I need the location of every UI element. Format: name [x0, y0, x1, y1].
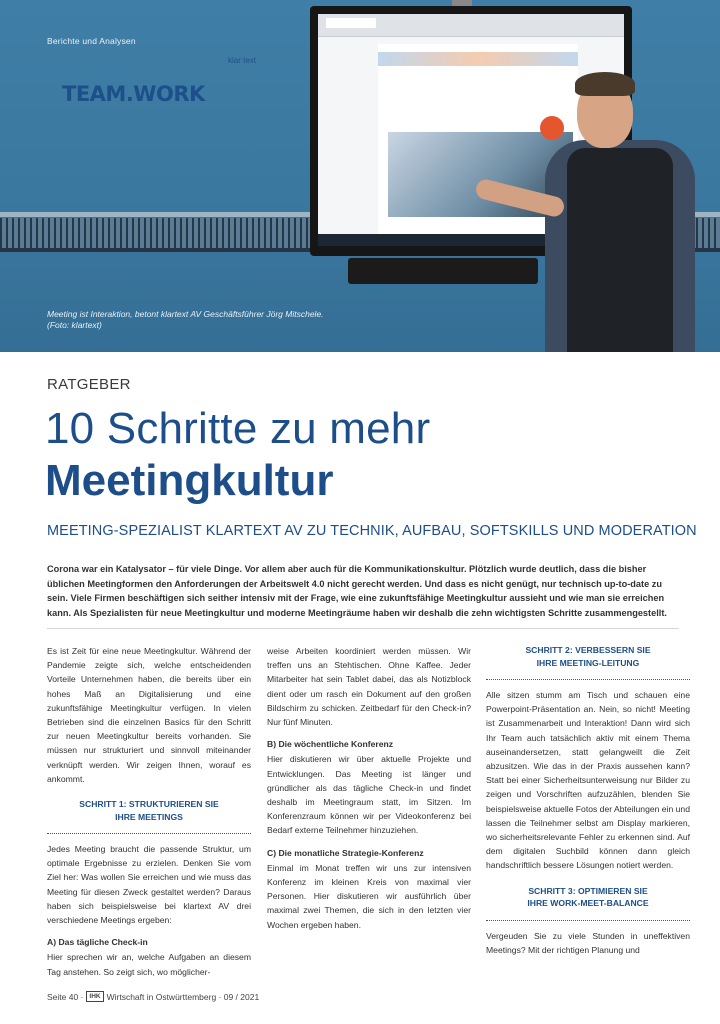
step-heading-line: IHRE MEETING-LEITUNG — [536, 657, 640, 668]
article-intro: Corona war ein Katalysator – für viele Dinge. Vor allem aber auch für die Kommunikationskultur. Plötzlich wurde deutlich, dass die bisher üblichen Meetingformen den Anforderungen der Arbeitswelt 4.0 nicht gerecht werden. Und dass es nicht genügt, nur technisch up-to-date zu sein. Viele Firmen beschäftigen sich seither intensiv mit der Frage, wie eine zukunftsfähige Meetingkultur aussieht und wie man sie erreichen kann. Als Spezialisten für neue Meetingkultur und moderne Meetingräume haben wir deshalb die zehn wichtigsten Schritte zusammengestellt. — [47, 564, 667, 618]
paragraph: Alle sitzen stumm am Tisch und schauen eine Powerpoint-Präsentation an. Nein, so nicht! Meeting ist Zusammenarbeit und Interaktion! Dann wird sich Ihr Team auch tatsächlich aktiv mit einem Thema auseinandersetzen, statt gelangweilt die Zeit abzusitzen. Wie das in der Praxis aussehen kann? Statt bei einer Sicherheitsunterweisung nur Bilder zu zeigen und Vorschriften aufzuzählen, blenden Sie beispielsweise aktuelle Fotos der Abteilungen ein und lassen die Teilnehmer selbst am Display markieren, wo sicherheitsrelevante Fehler zu erkennen sind. Auf dem digitalen Suchbild können dann gleich handschriftlich bessere Lösungen notiert werden. — [486, 690, 690, 871]
paragraph: Hier diskutieren wir über aktuelle Projekte und Entwicklungen. Das Meeting ist länger und gründlicher als das tägliche Check-in und findet deshalb im Meetingraum statt, im Sitzen. Im Konferenzraum können wir per Videokonferenz bei Bedarf externe Teilnehmer hinzuziehen. — [267, 754, 471, 836]
step-1-heading — [47, 798, 251, 834]
person-vest — [567, 148, 673, 352]
column-1 — [47, 644, 251, 985]
intro-divider — [47, 628, 679, 629]
subheading-a: A) Das tägliche Check-in — [47, 937, 148, 948]
hero-photo — [0, 0, 720, 352]
person-hair — [575, 72, 635, 96]
page-number: Seite 40 · — [47, 991, 84, 1002]
page-footer — [47, 991, 259, 1002]
step-2-heading — [486, 644, 690, 680]
column-2 — [267, 644, 471, 938]
browser-toolbar — [318, 14, 624, 37]
paragraph: Einmal im Monat treffen wir uns zur intensiven Konferenz im kleinen Kreis von maximal vier Personen. Hier diskutieren wir ausführlich über maximal zwei Themen, die sich in den letzten vier Wochen ergeben haben. — [267, 862, 471, 930]
browser-tab — [326, 18, 376, 28]
step-3-heading — [486, 885, 690, 921]
ihk-logo: IHK — [86, 991, 103, 1002]
person-presenter — [545, 70, 715, 352]
caption-line-1: Meeting ist Interaktion, betont klartext AV Geschäftsführer Jörg Mitschele. — [47, 309, 324, 319]
step-heading-line: IHRE MEETINGS — [115, 811, 183, 822]
column-3 — [486, 644, 690, 963]
screen-small-logo: klar text — [228, 56, 257, 65]
soundbar — [348, 258, 538, 284]
photo-caption — [47, 309, 324, 331]
article-subtitle: MEETING-SPEZIALIST KLARTEXT AV ZU TECHNIK, AUFBAU, SOFTSKILLS UND MODERATION — [47, 523, 697, 539]
screen-logo: TEAM.WORK — [62, 82, 205, 106]
step-heading-line: SCHRITT 1: STRUKTURIEREN SIE — [79, 799, 219, 810]
paragraph: Vergeuden Sie zu viele Stunden in uneffektiven Meetings? Mit der richtigen Planung und — [486, 930, 690, 955]
article-kicker: RATGEBER — [47, 376, 131, 393]
step-heading-line: SCHRITT 2: VERBESSERN SIE — [525, 645, 651, 655]
article-title-line-1: 10 Schritte zu mehr — [45, 404, 431, 453]
step-heading-line: SCHRITT 3: OPTIMIEREN SIE — [528, 885, 648, 896]
step-heading-line: IHRE WORK-MEET-BALANCE — [527, 898, 649, 909]
subheading-c: C) Die monatliche Strategie-Konferenz — [267, 847, 424, 858]
article-title-line-2: Meetingkultur — [45, 456, 334, 505]
section-tag: Berichte und Analysen — [47, 36, 136, 46]
subheading-b: B) Die wöchentliche Konferenz — [267, 739, 394, 750]
caption-line-2: (Foto: klartext) — [47, 320, 102, 330]
website-banner — [378, 52, 578, 66]
paragraph: Hier sprechen wir an, welche Aufgaben an diesem Tag anstehen. So zeigt sich, wo möglicher- — [47, 952, 251, 977]
publication-name: Wirtschaft in Ostwürttemberg · 09 / 2021 — [106, 991, 260, 1002]
paragraph: weise Arbeiten koordiniert werden müssen. Wir treffen uns an Stehtischen. Ohne Kaffee. Jeder Mitarbeiter hat sein Tablet dabei, das als Notizblock dient oder um rasch ein Dokument auf den großen Bildschirm zu schicken. Zeitbedarf für den Check-in? Nur fünf Minuten. — [267, 646, 471, 728]
paragraph: Es ist Zeit für eine neue Meetingkultur. Während der Pandemie zeigte sich, welche entscheidenden Vorteile Unternehmen haben, die bereits über ein hohes Maß an Digitalisierung und eine zukunftsfähige Meetingkultur verfügen. In vielen Betrieben sind die einzelnen Basics für den Schritt zur neuen Meetingkultur bereits vorhanden. Sie müssen nur strukturiert und sinnvoll miteinander verknüpft werden. Wir zeigen Ihnen, worauf es ankommt. — [47, 646, 251, 784]
paragraph: Jedes Meeting braucht die passende Struktur, um optimale Ergebnisse zu erzielen. Denken Sie vom Ziel her: Was wollen Sie erreichen und wie muss das Meeting für diesen Zweck gestaltet werden? Daraus haben sich beispielsweise bei klartext AV drei verschiedene Meetings ergeben: — [47, 844, 251, 926]
